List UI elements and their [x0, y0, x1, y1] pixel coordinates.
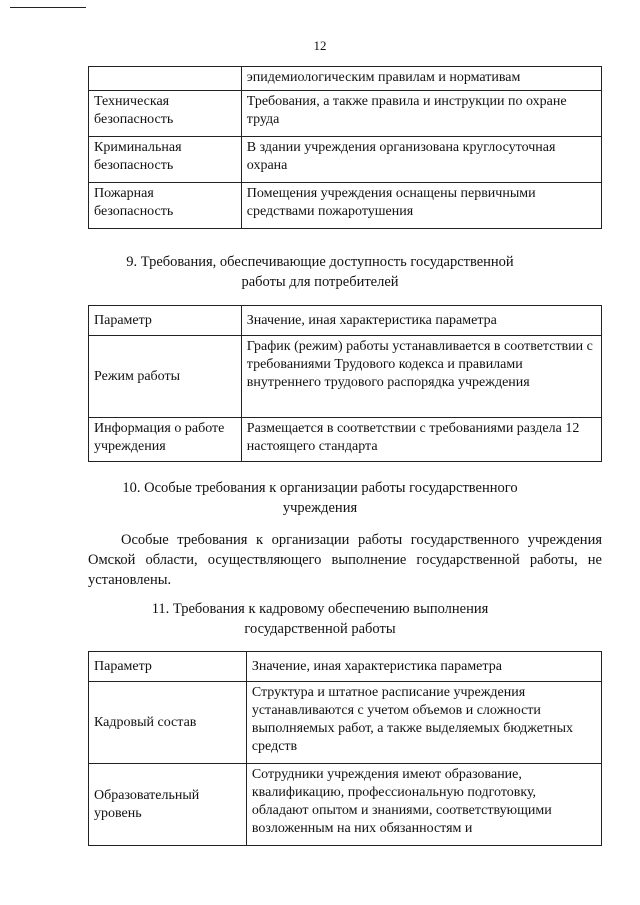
accessibility-requirements-table — [88, 305, 602, 462]
table-cell-value: Сотрудники учреждения имеют образование, квалификацию, профессиональную подготовку, обладают опытом и знаниями, соответствующими возложенным на них обязанностям и — [246, 764, 601, 846]
table-row — [89, 183, 602, 229]
table-cell-param: Криминальная безопасность — [89, 137, 242, 183]
top-margin-rule — [10, 7, 86, 8]
heading-line: государственной работы — [244, 621, 396, 637]
table-cell-value: График (режим) работы устанавливается в соответствии с требованиями Трудового кодекса и правилами внутреннего трудового распорядка учреждения — [241, 336, 601, 418]
table-header-row — [89, 306, 602, 336]
safety-requirements-table — [88, 66, 602, 229]
table-row — [89, 764, 602, 846]
table-cell-param: Кадровый состав — [89, 682, 247, 764]
table-cell-value: В здании учреждения организована круглосуточная охрана — [241, 137, 601, 183]
section-9-heading — [0, 252, 640, 292]
table-cell-value: Требования, а также правила и инструкции по охране труда — [241, 91, 601, 137]
section-10-heading — [0, 478, 640, 518]
heading-line: работы для потребителей — [241, 274, 399, 290]
table-header-param: Параметр — [89, 306, 242, 336]
page-number: 12 — [313, 38, 327, 53]
table-cell-param: Информация о работе учреждения — [89, 418, 242, 462]
table-header-row — [89, 652, 602, 682]
table-row — [89, 682, 602, 764]
table-row — [89, 137, 602, 183]
heading-line: 11. Требования к кадровому обеспечению выполнения — [151, 601, 489, 617]
table-row — [89, 418, 602, 462]
table-row — [89, 67, 602, 91]
table-cell-value: эпидемиологическим правилам и нормативам — [241, 67, 601, 91]
table-cell-value: Структура и штатное расписание учреждения устанавливаются с учетом объемов и сложности выполняемых работ, а также выделяемых бюджетных средств — [246, 682, 601, 764]
section-11-heading — [0, 599, 640, 639]
table-row — [89, 336, 602, 418]
table-cell-param: Техническая безопасность — [89, 91, 242, 137]
table-header-value: Значение, иная характеристика параметра — [246, 652, 601, 682]
table-header-value: Значение, иная характеристика параметра — [241, 306, 601, 336]
staffing-requirements-table — [88, 651, 602, 846]
table-cell-param: Образовательный уровень — [89, 764, 247, 846]
heading-line: 9. Требования, обеспечивающие доступность государственной — [126, 254, 514, 270]
table-cell-param: Пожарная безопасность — [89, 183, 242, 229]
section-10-paragraph: Особые требования к организации работы государственного учреждения Омской области, осуществляющего выполнение государственной работы, не установлены. — [88, 532, 602, 588]
table-cell-param — [89, 67, 242, 91]
table-header-param: Параметр — [89, 652, 247, 682]
table-cell-value: Размещается в соответствии с требованиями раздела 12 настоящего стандарта — [241, 418, 601, 462]
table-cell-param: Режим работы — [89, 336, 242, 418]
table-row — [89, 91, 602, 137]
table-cell-value: Помещения учреждения оснащены первичными средствами пожаротушения — [241, 183, 601, 229]
heading-line: учреждения — [282, 500, 358, 516]
heading-line: 10. Особые требования к организации работы государственного — [122, 480, 518, 496]
